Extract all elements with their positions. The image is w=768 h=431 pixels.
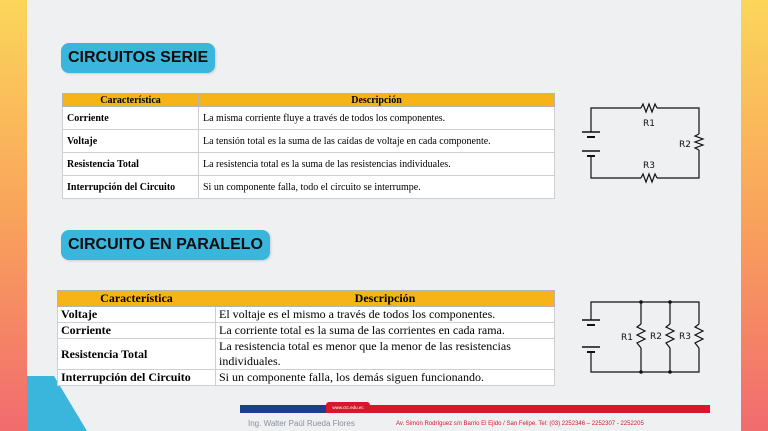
resistor-r2 bbox=[666, 324, 674, 348]
label-r1: R1 bbox=[621, 333, 633, 343]
footer-bar-red bbox=[326, 405, 710, 413]
label-r3: R3 bbox=[679, 332, 691, 342]
resistor-r1 bbox=[637, 324, 645, 348]
footer-address: Av. Simón Rodríguez s/n Barrio El Ejido / San Felipe. Tel: (03) 2252346 – 2252307 - 2252205 bbox=[396, 421, 644, 427]
resistor-r1 bbox=[641, 104, 657, 112]
parallel-circuit-diagram bbox=[575, 294, 715, 379]
table-row bbox=[58, 323, 555, 339]
row-key: Resistencia Total bbox=[58, 339, 216, 370]
website-link[interactable]: www.ctc.edu.ec bbox=[326, 402, 370, 413]
label-r1: R1 bbox=[643, 119, 655, 129]
row-description: La misma corriente fluye a través de todos los componentes. bbox=[199, 107, 555, 130]
label-r3: R3 bbox=[643, 161, 655, 171]
right-decorative-edge bbox=[741, 0, 768, 431]
table-row bbox=[58, 370, 555, 386]
table-row bbox=[63, 107, 555, 130]
row-description: Si un componente falla, los demás siguen funcionando. bbox=[216, 370, 555, 386]
series-circuit-diagram bbox=[575, 100, 715, 185]
column-header-description: Descripción bbox=[216, 291, 555, 307]
row-key: Interrupción del Circuito bbox=[58, 370, 216, 386]
row-key: Voltaje bbox=[58, 307, 216, 323]
label-r2: R2 bbox=[679, 140, 691, 150]
row-description: El voltaje es el mismo a través de todos los componentes. bbox=[216, 307, 555, 323]
table-header-row bbox=[63, 94, 555, 107]
table-row bbox=[58, 339, 555, 370]
series-table bbox=[62, 93, 555, 199]
column-header-description: Descripción bbox=[199, 94, 555, 107]
parallel-table bbox=[57, 290, 555, 386]
row-key: Voltaje bbox=[63, 130, 199, 153]
table-header-row bbox=[58, 291, 555, 307]
resistor-r2 bbox=[695, 134, 703, 150]
row-description: La resistencia total es la suma de las resistencias individuales. bbox=[199, 153, 555, 176]
table-row bbox=[58, 307, 555, 323]
author-name: Ing. Walter Paúl Rueda Flores bbox=[248, 419, 355, 428]
left-decorative-edge bbox=[0, 0, 27, 431]
row-key: Interrupción del Circuito bbox=[63, 176, 199, 199]
table-row bbox=[63, 130, 555, 153]
section-title-series: CIRCUITOS SERIE bbox=[61, 43, 215, 73]
section-title-parallel: CIRCUITO EN PARALELO bbox=[61, 230, 270, 260]
row-description: Si un componente falla, todo el circuito se interrumpe. bbox=[199, 176, 555, 199]
label-r2: R2 bbox=[650, 332, 662, 342]
table-row bbox=[63, 153, 555, 176]
resistor-r3 bbox=[641, 174, 657, 182]
row-key: Corriente bbox=[63, 107, 199, 130]
footer-bar bbox=[240, 405, 710, 413]
row-description: La resistencia total es menor que la menor de las resistencias individuales. bbox=[216, 339, 555, 370]
battery-icon bbox=[582, 320, 600, 352]
resistor-r3 bbox=[695, 324, 703, 348]
battery-icon bbox=[582, 132, 600, 156]
row-description: La tensión total es la suma de las caídas de voltaje en cada componente. bbox=[199, 130, 555, 153]
table-row bbox=[63, 176, 555, 199]
column-header-characteristic: Característica bbox=[63, 94, 199, 107]
footer-bar-blue bbox=[240, 405, 326, 413]
row-key: Corriente bbox=[58, 323, 216, 339]
row-description: La corriente total es la suma de las corrientes en cada rama. bbox=[216, 323, 555, 339]
column-header-characteristic: Característica bbox=[58, 291, 216, 307]
row-key: Resistencia Total bbox=[63, 153, 199, 176]
